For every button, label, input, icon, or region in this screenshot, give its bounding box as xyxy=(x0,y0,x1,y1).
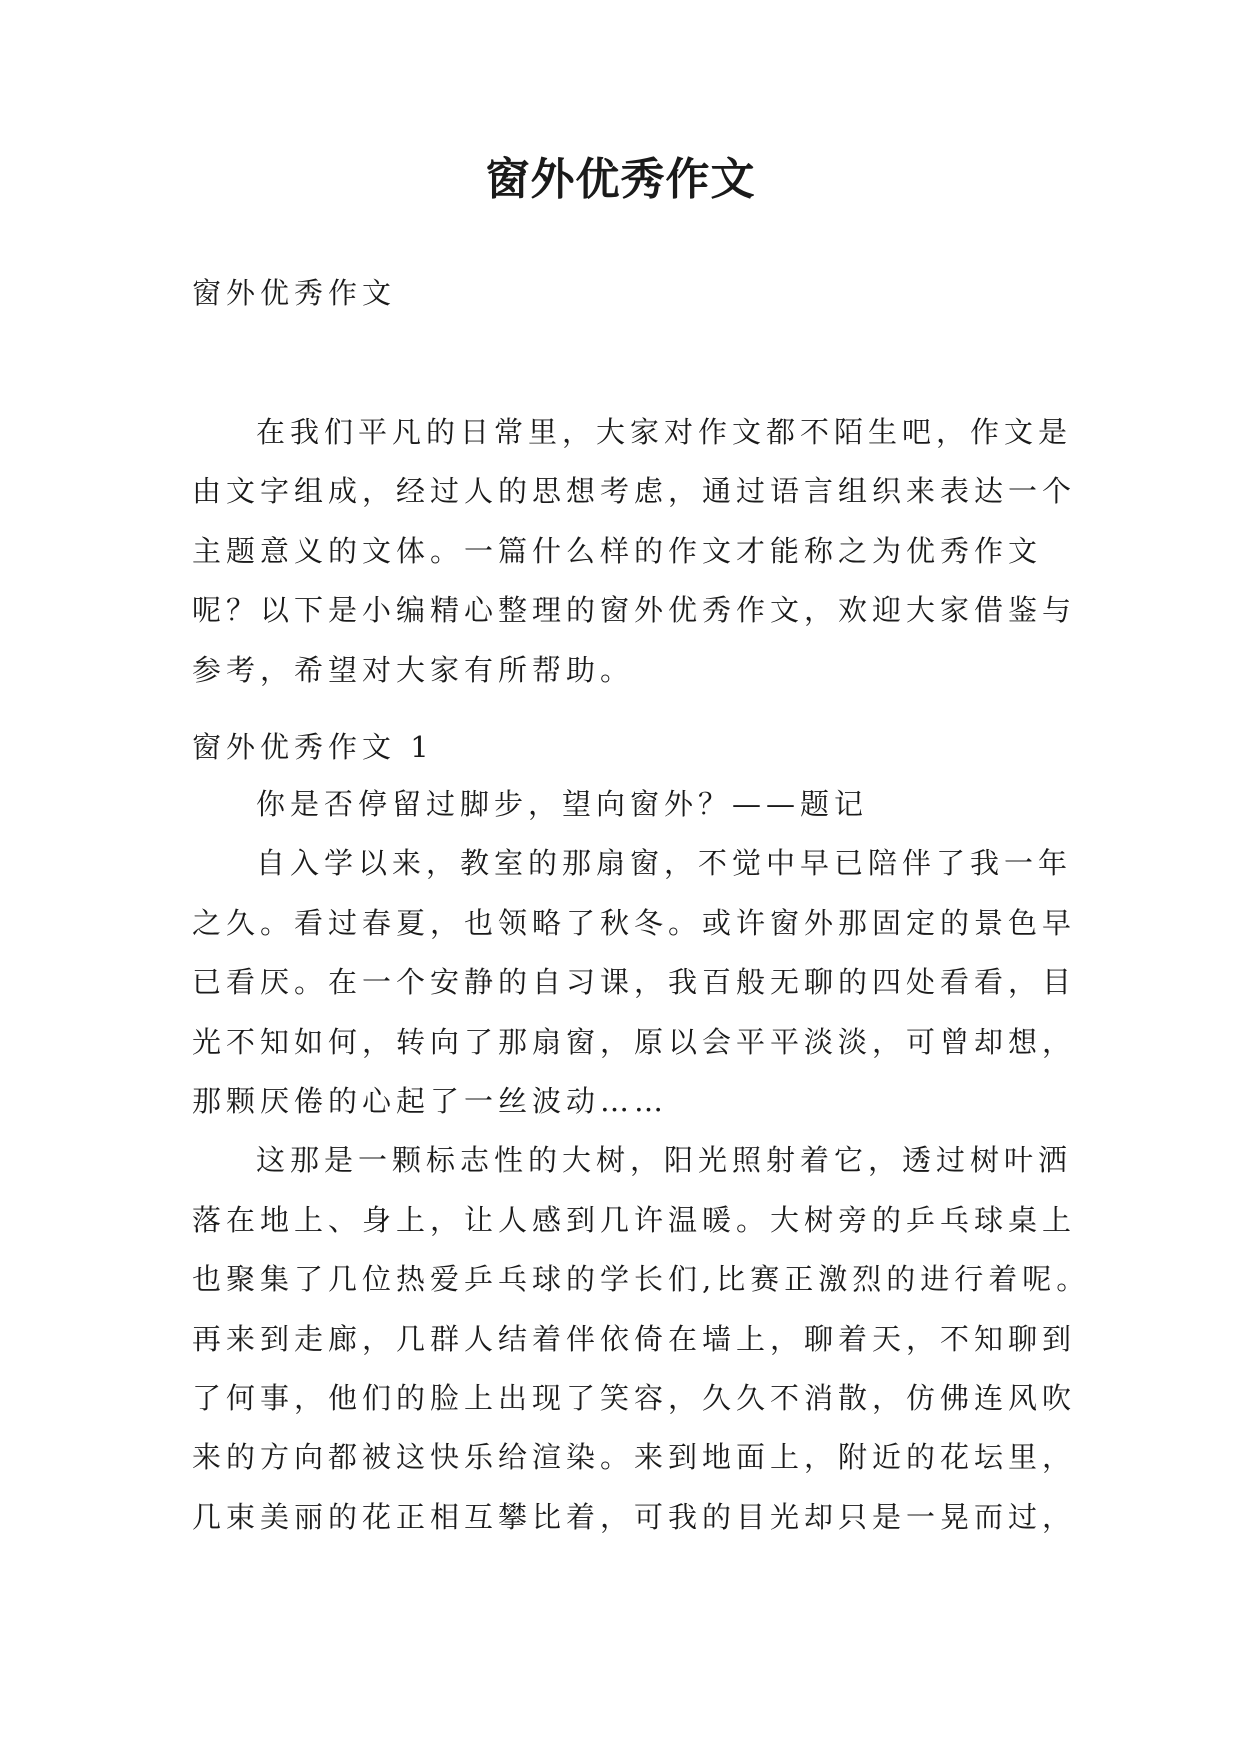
essay-line: 几束美丽的花正相互攀比着，可我的目光却只是一晃而过， xyxy=(192,1499,1077,1534)
essay-line: 了何事，他们的脸上出现了笑容，久久不消散，仿佛连风吹 xyxy=(192,1380,1077,1415)
essay-line: 这那是一颗标志性的大树，阳光照射着它，透过树叶洒 xyxy=(256,1143,1073,1178)
essay-line: 你是否停留过脚步，望向窗外？——题记 xyxy=(256,787,869,821)
intro-line: 由文字组成，经过人的思想考虑，通过语言组织来表达一个 xyxy=(192,474,1077,509)
essay-line: 自入学以来，教室的那扇窗，不觉中早已陪伴了我一年 xyxy=(256,846,1073,881)
essay-heading-text: 窗外优秀作文 1 xyxy=(192,730,434,764)
essay-body xyxy=(192,775,1091,1547)
intro-line: 呢？以下是小编精心整理的窗外优秀作文，欢迎大家借鉴与 xyxy=(192,593,1077,628)
subtitle-text: 窗外优秀作文 xyxy=(192,276,397,310)
essay-line: 之久。看过春夏，也领略了秋冬。或许窗外那固定的景色早 xyxy=(192,905,1077,940)
subtitle xyxy=(192,264,1052,323)
intro-line: 主题意义的文体。一篇什么样的作文才能称之为优秀作文 xyxy=(192,533,1043,568)
document-title: 窗外优秀作文 xyxy=(485,154,756,205)
essay-heading xyxy=(192,718,1052,777)
essay-line: 已看厌。在一个安静的自习课，我百般无聊的四处看看，目 xyxy=(192,965,1077,1000)
intro-line: 参考，希望对大家有所帮助。 xyxy=(192,652,635,687)
essay-line: 再来到走廊，几群人结着伴依倚在墙上，聊着天，不知聊到 xyxy=(192,1321,1077,1356)
essay-line: 那颗厌倦的心起了一丝波动…… xyxy=(192,1083,669,1118)
intro-line: 在我们平凡的日常里，大家对作文都不陌生吧，作文是 xyxy=(256,415,1073,449)
essay-line: 来的方向都被这快乐给渲染。来到地面上，附近的花坛里， xyxy=(192,1440,1077,1475)
essay-line: 落在地上、身上，让人感到几许温暖。大树旁的乒乓球桌上 xyxy=(192,1202,1077,1237)
essay-line: 也聚集了几位热爱乒乓球的学长们,比赛正激烈的进行着呢。 xyxy=(192,1262,1091,1297)
intro-paragraph xyxy=(192,403,1077,700)
essay-line: 光不知如何，转向了那扇窗，原以会平平淡淡，可曾却想， xyxy=(192,1024,1077,1059)
